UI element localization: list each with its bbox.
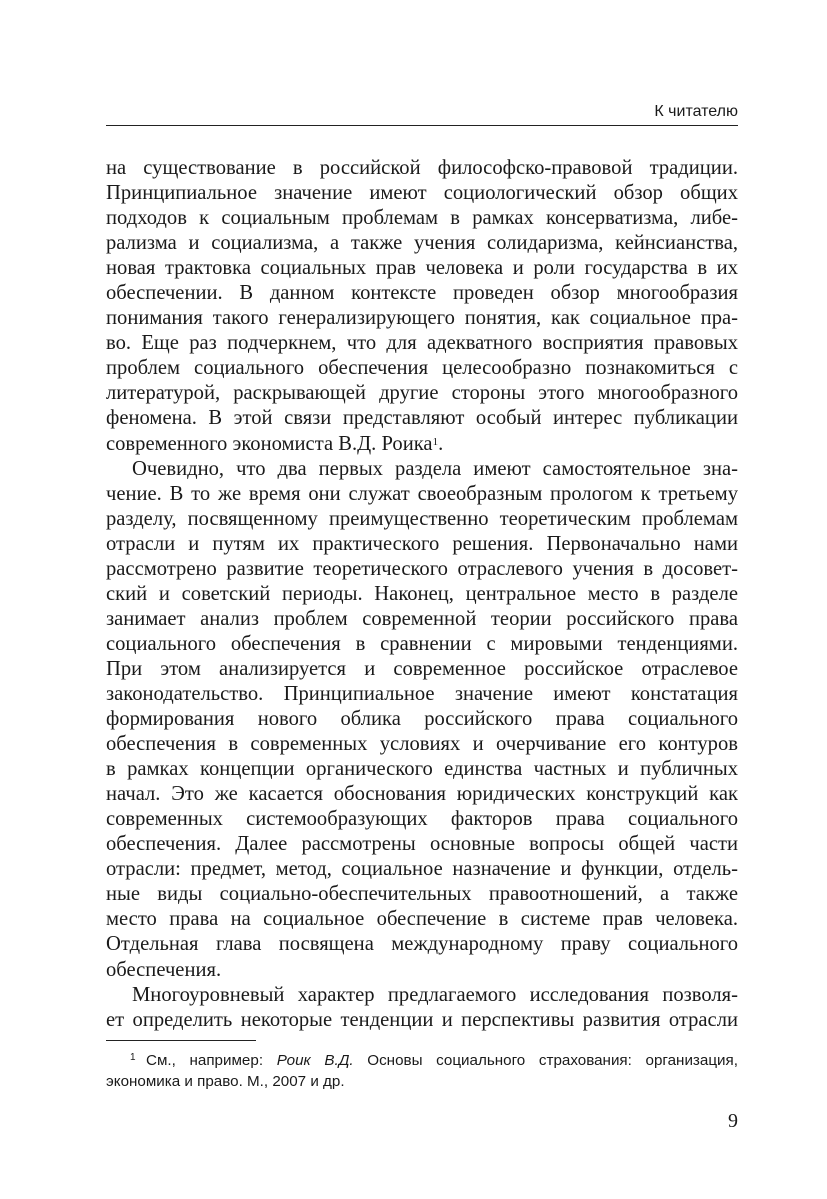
- text-line: начал. Это же касается обоснования юридических конструкций как: [106, 783, 738, 806]
- text-line: ский и советский периоды. Наконец, центральное место в разделе: [106, 582, 738, 605]
- text-line: место права на социальное обеспечение в системе прав человека.: [106, 908, 738, 931]
- footnote-line: [106, 1050, 738, 1071]
- footnote-divider: [106, 1040, 256, 1041]
- running-title: К читателю: [654, 103, 738, 120]
- text-line: [106, 432, 738, 457]
- footnote-mark: 1: [130, 1052, 136, 1063]
- footnote: [106, 1050, 738, 1092]
- footnote-reference[interactable]: 1: [432, 435, 439, 448]
- text-line: формирования нового облика российского права социального: [106, 708, 738, 731]
- paragraph: [106, 156, 738, 457]
- text-line: При этом анализируется и современное российское отраслевое: [106, 657, 738, 680]
- footnote-author: Роик В.Д.: [276, 1052, 354, 1069]
- text-line: обеспечении. В данном контексте проведен обзор многообразия: [106, 282, 738, 305]
- text-fragment: .: [438, 432, 444, 455]
- text-line: литературой, раскрывающей другие стороны этого многообразного: [106, 382, 738, 405]
- text-line: Многоуровневый характер предлагаемого исследования позволя-: [132, 983, 738, 1006]
- text-line: подходов к социальным проблемам в рамках консерватизма, либе-: [106, 207, 738, 230]
- text-fragment: современного экономиста В.Д. Роика: [106, 432, 433, 455]
- text-line: ные виды социально-обеспечительных правоотношений, а также: [106, 883, 738, 906]
- text-line: законодательство. Принципиальное значение имеют констатация: [106, 682, 738, 705]
- text-line: на существование в российской философско-правовой традиции.: [106, 157, 738, 179]
- text-line: социального обеспечения в сравнении с мировыми тенденциями.: [106, 632, 738, 655]
- paragraph: [106, 983, 738, 1033]
- text-line: занимает анализ проблем современной теории российского права: [106, 607, 738, 630]
- text-line: разделу, посвященному преимущественно теоретическим проблемам: [106, 507, 738, 530]
- footnote-prefix: См., например:: [146, 1052, 277, 1069]
- paragraph: [106, 457, 738, 983]
- page-number: 9: [728, 1110, 738, 1132]
- text-line: отрасли: предмет, метод, социальное назначение и функции, отдель-: [106, 858, 738, 881]
- text-line: ет определить некоторые тенденции и перспективы развития отрасли: [106, 1008, 738, 1031]
- text-line: во. Еще раз подчеркнем, что для адекватного восприятия правовых: [106, 332, 738, 355]
- main-text: [106, 156, 738, 1033]
- text-line: современных системообразующих факторов права социального: [106, 808, 738, 831]
- text-line: чение. В то же время они служат своеобразным прологом к третьему: [106, 482, 738, 505]
- text-line: Очевидно, что два первых раздела имеют самостоятельное зна-: [132, 457, 738, 480]
- text-line: проблем социального обеспечения целесообразно познакомиться с: [106, 357, 738, 380]
- text-line: Принципиальное значение имеют социологический обзор общих: [106, 182, 738, 205]
- text-line: в рамках концепции органического единства частных и публичных: [106, 758, 738, 781]
- text-line: рализма и социализма, а также учения солидаризма, кейнсианства,: [106, 232, 738, 255]
- running-header: [106, 101, 738, 126]
- text-line: отрасли и путям их практического решения. Первоначально нами: [106, 532, 738, 555]
- text-line: обеспечения. Далее рассмотрены основные вопросы общей части: [106, 833, 738, 856]
- footnote-title: Основы социального страхования: организация,: [353, 1052, 738, 1069]
- text-line: обеспечения в современных условиях и очерчивание его контуров: [106, 733, 738, 756]
- text-line: феномена. В этой связи представляют особый интерес публикации: [106, 407, 738, 430]
- text-line: новая трактовка социальных прав человека и роли государства в их: [106, 257, 738, 280]
- text-line: Отдельная глава посвящена международному праву социального: [106, 933, 738, 956]
- footnote-line: экономика и право. М., 2007 и др.: [106, 1073, 345, 1090]
- text-line: обеспечения.: [106, 958, 222, 981]
- text-line: рассмотрено развитие теоретического отраслевого учения в досовет-: [106, 557, 738, 580]
- text-line: понимания такого генерализирующего понятия, как социальное пра-: [106, 307, 738, 330]
